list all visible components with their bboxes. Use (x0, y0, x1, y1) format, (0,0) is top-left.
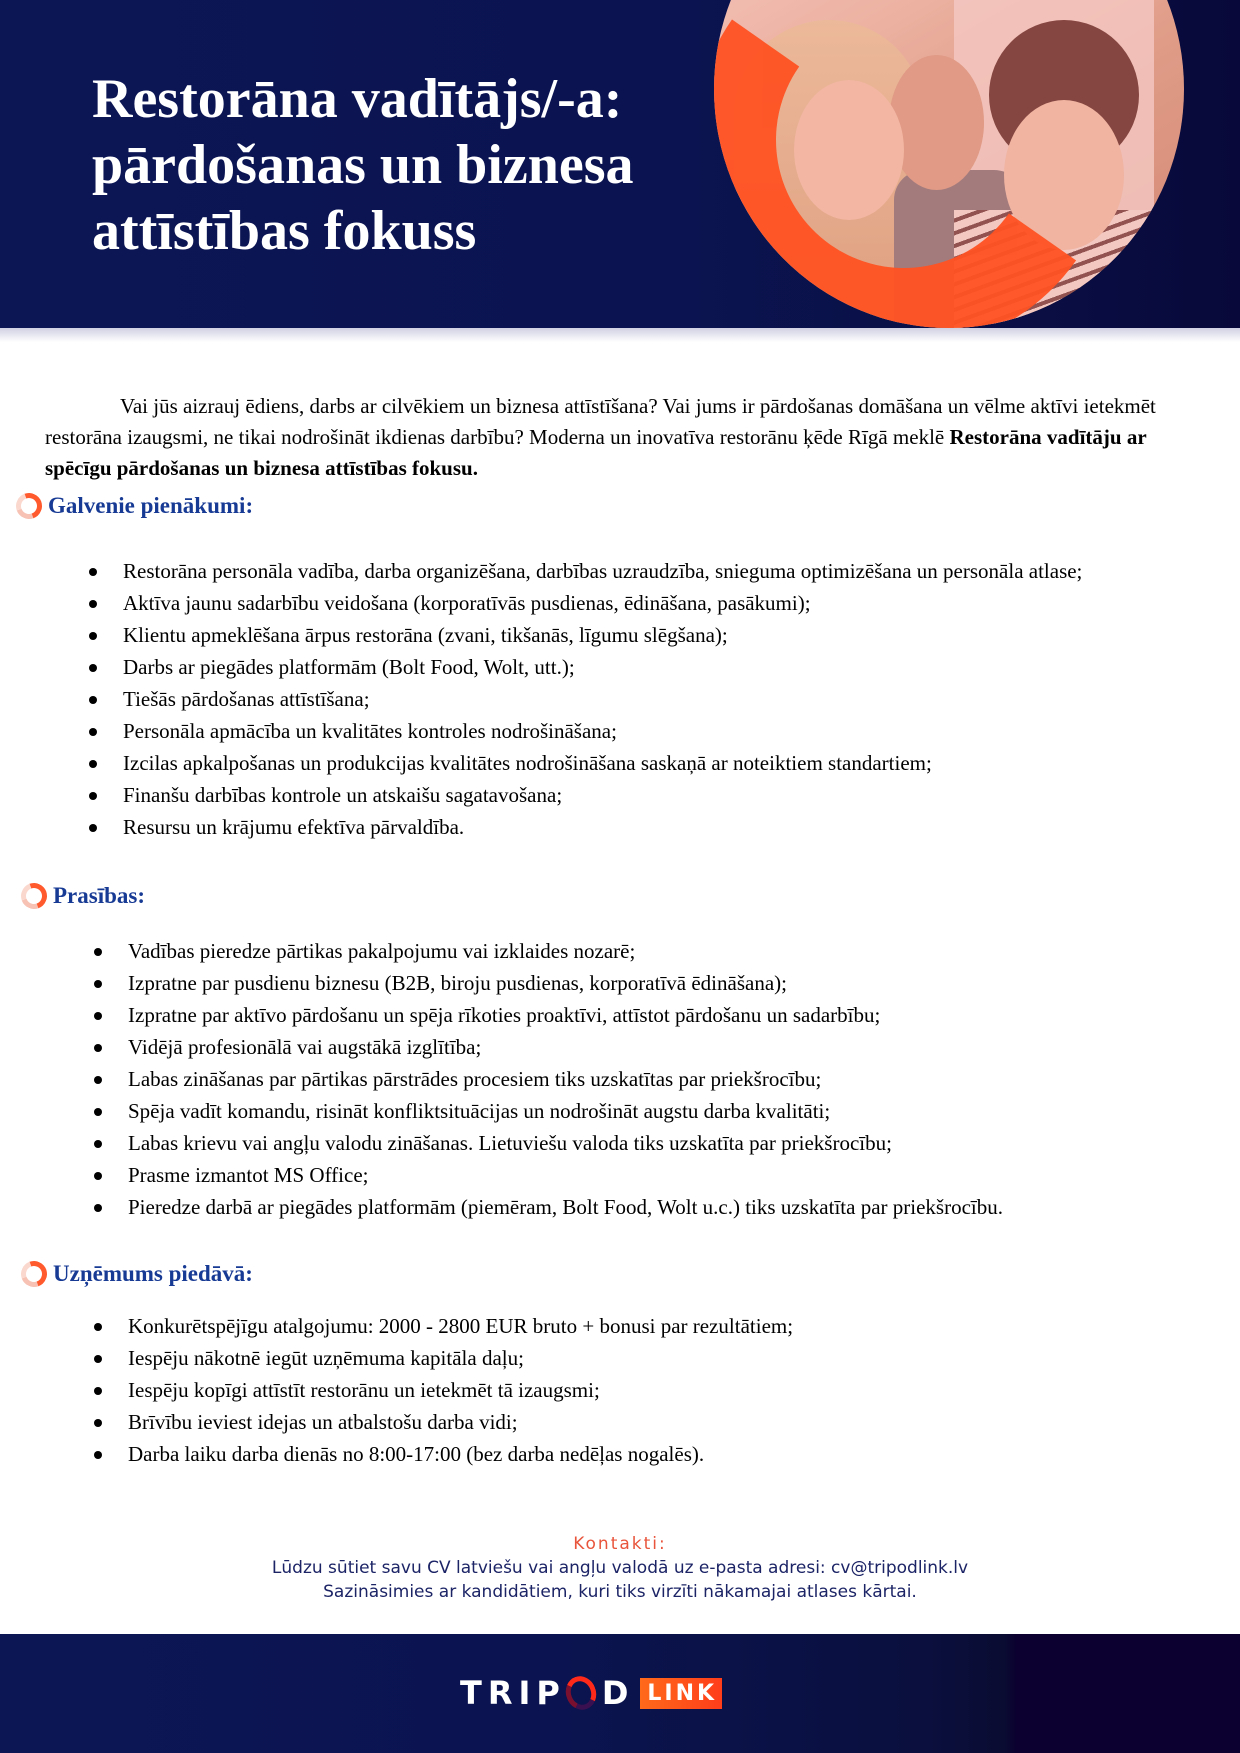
list-item: Tiešās pārdošanas attīstīšana; (89, 683, 1082, 715)
section-heading-offer (21, 1261, 253, 1287)
list-item: Resursu un krājumu efektīva pārvaldība. (89, 811, 1082, 843)
title-line-1: Restorāna vadītājs/-a: (92, 68, 623, 130)
intro-text: Vai jūs aizrauj ēdiens, darbs ar cilvēkiem un biznesa attīstīšana? Vai jums ir pārdošanas domāšana un vēlme aktīvi ietekmēt restorāna izaugsmi, ne tikai nodrošināt ikdienas darbību? Moderna un inovatīva restorānu ķēde Rīgā meklē (45, 394, 1156, 449)
ring-bullet-icon (17, 1257, 52, 1292)
title-line-2: pārdošanas un biznesa (92, 134, 634, 196)
duties-list (89, 555, 1082, 843)
section-heading-duties (16, 493, 253, 519)
section-heading-text: Uzņēmums piedāvā: (53, 1261, 253, 1286)
list-item: Brīvību ieviest idejas un atbalstošu darba vidi; (94, 1406, 793, 1438)
page-title (92, 66, 634, 264)
section-heading-requirements (21, 883, 145, 909)
list-item: Konkurētspējīgu atalgojumu: 2000 - 2800 EUR bruto + bonusi par rezultātiem; (94, 1310, 793, 1342)
list-item: Iespēju kopīgi attīstīt restorānu un ietekmēt tā izaugsmi; (94, 1374, 793, 1406)
logo-link-badge: LINK (640, 1678, 722, 1709)
intro-paragraph (45, 391, 1175, 484)
contacts-title: Kontakti: (573, 1534, 667, 1554)
list-item: Pieredze darbā ar piegādes platformām (piemēram, Bolt Food, Wolt u.c.) tiks uzskatīta par priekšrocību. (94, 1191, 1003, 1223)
ring-bullet-icon (17, 879, 52, 914)
list-item: Aktīva jaunu sadarbību veidošana (korporatīvās pusdienas, ēdināšana, pasākumi); (89, 587, 1082, 619)
list-item: Vidējā profesionālā vai augstākā izglītība; (94, 1031, 1003, 1063)
list-item: Vadības pieredze pārtikas pakalpojumu vai izklaides nozarē; (94, 935, 1003, 967)
intro-bold-text: Restorāna vadītāju ar spēcīgu pārdošanas un biznesa attīstības fokusu. (45, 425, 1147, 480)
header-banner (0, 0, 1240, 328)
list-item: Darbs ar piegādes platformām (Bolt Food, Wolt, utt.); (89, 651, 1082, 683)
section-heading-text: Prasības: (53, 883, 145, 908)
list-item: Darba laiku darba dienās no 8:00-17:00 (bez darba nedēļas nogalēs). (94, 1438, 793, 1470)
logo-ring-icon (561, 1672, 601, 1714)
contacts-line-note: Sazināsimies ar kandidātiem, kuri tiks virzīti nākamajai atlases kārtai. (323, 1582, 917, 1602)
contacts-block (0, 1532, 1240, 1604)
header-shadow (0, 328, 1240, 342)
list-item: Finanšu darbības kontrole un atskaišu sagatavošana; (89, 779, 1082, 811)
photo-tint (714, 0, 1184, 328)
logo-text-d: D (601, 1674, 635, 1712)
contacts-line-email[interactable]: Lūdzu sūtiet savu CV latviešu vai angļu valodā uz e-pasta adresi: cv@tripodlink.lv (271, 1558, 969, 1578)
list-item: Spēja vadīt komandu, risināt konfliktsituācijas un nodrošināt augstu darba kvalitāti; (94, 1095, 1003, 1127)
header-photo (714, 0, 1184, 328)
list-item: Prasme izmantot MS Office; (94, 1159, 1003, 1191)
list-item: Izcilas apkalpošanas un produkcijas kvalitātes nodrošināšana saskaņā ar noteiktiem standartiem; (89, 747, 1082, 779)
list-item: Izpratne par pusdienu biznesu (B2B, biroju pusdienas, korporatīvā ēdināšana); (94, 967, 1003, 999)
footer-banner (0, 1634, 1240, 1753)
requirements-list (94, 935, 1003, 1223)
list-item: Personāla apmācība un kvalitātes kontroles nodrošināšana; (89, 715, 1082, 747)
list-item: Iespēju nākotnē iegūt uzņēmuma kapitāla daļu; (94, 1342, 793, 1374)
offer-list (94, 1310, 793, 1470)
list-item: Restorāna personāla vadība, darba organizēšana, darbības uzraudzība, snieguma optimizēšana un personāla atlase; (89, 555, 1082, 587)
list-item: Izpratne par aktīvo pārdošanu un spēja rīkoties proaktīvi, attīstot pārdošanu un sadarbību; (94, 999, 1003, 1031)
logo-text-trip: TRIP (460, 1674, 566, 1712)
list-item: Klientu apmeklēšana ārpus restorāna (zvani, tikšanās, līgumu slēgšana); (89, 619, 1082, 651)
list-item: Labas krievu vai angļu valodu zināšanas. Lietuviešu valoda tiks uzskatīta par priekšrocību; (94, 1127, 1003, 1159)
tripodlink-logo[interactable] (460, 1674, 722, 1712)
list-item: Labas zināšanas par pārtikas pārstrādes procesiem tiks uzskatītas par priekšrocību; (94, 1063, 1003, 1095)
section-heading-text: Galvenie pienākumi: (48, 493, 254, 518)
title-line-3: attīstības fokuss (92, 200, 477, 262)
ring-bullet-icon (12, 489, 47, 524)
